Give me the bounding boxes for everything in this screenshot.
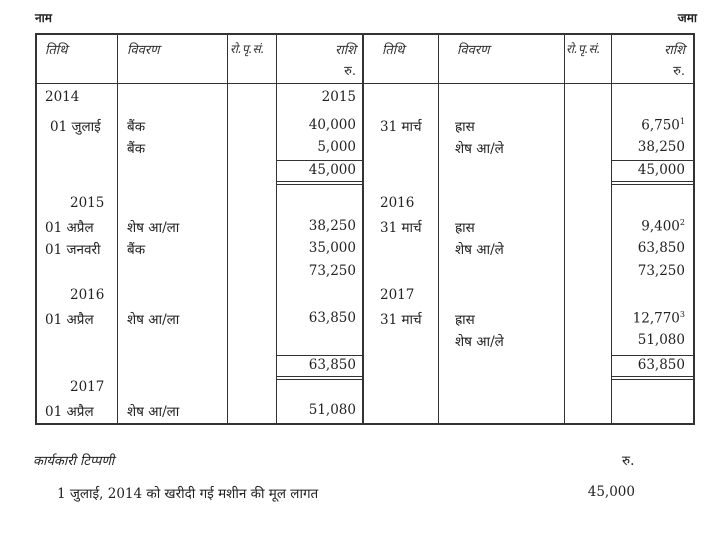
entry-particulars: शेष आ/ले [455, 242, 504, 258]
total-line [276, 355, 362, 356]
total-double-line [276, 376, 362, 377]
entry-amount: 12,770$^3$ [632, 310, 685, 327]
total-double-line [611, 181, 695, 182]
grid-line [117, 33, 118, 425]
entry-date: 31 मार्च [380, 119, 422, 135]
total-double-line [611, 376, 695, 377]
col-header-amount-left: राशि [335, 43, 356, 58]
working-note-amount: 45,000 [587, 484, 635, 500]
entry-particulars: शेष आ/ला [127, 220, 180, 236]
entry-date: 01 अप्रैल [45, 404, 94, 420]
working-note-title: कार्यकारी टिप्पणी [33, 454, 115, 469]
entry-amount: 63,850 [308, 310, 356, 326]
entry-particulars: बैंक [127, 242, 146, 258]
entry-amount: 51,080 [308, 402, 356, 418]
entry-amount: 38,250 [637, 139, 685, 155]
entry-particulars: ह्रास [455, 312, 475, 328]
working-note-currency: रु. [622, 453, 635, 469]
entry-amount: 63,850 [637, 240, 685, 256]
year-label: 2016 [380, 195, 415, 211]
entry-particulars: ह्रास [455, 119, 475, 135]
col-header-jf-right: रो.पृ.सं. [566, 42, 601, 56]
year-label: 2015 [70, 195, 105, 211]
col-header-date-right: तिथि [382, 43, 405, 58]
grid-line [611, 33, 612, 425]
grid-line [564, 33, 565, 425]
center-divider [362, 33, 364, 425]
entry-particulars: शेष आ/ला [127, 312, 180, 328]
entry-date: 01 अप्रैल [45, 220, 94, 236]
grid-line [276, 33, 277, 425]
total-amount: 45,000 [308, 162, 356, 178]
grid-line [227, 33, 228, 425]
currency-left: रु. [344, 64, 356, 79]
entry-amount: 51,080 [637, 332, 685, 348]
grid-line [438, 33, 439, 425]
footnote-ref: 1 [679, 117, 685, 126]
footnote-ref: 3 [679, 310, 685, 319]
entry-particulars: शेष आ/ले [455, 334, 504, 350]
total-double-line [276, 184, 362, 185]
col-header-date-left: तिथि [45, 43, 68, 58]
total-line [611, 160, 695, 161]
credit-side-label: जमा [677, 11, 697, 25]
col-header-jf-left: रो.पृ.सं. [230, 42, 265, 56]
total-double-line [611, 379, 695, 380]
year-label: 2017 [380, 287, 415, 303]
entry-particulars: ह्रास [455, 220, 475, 236]
entry-date: 31 मार्च [380, 312, 422, 328]
total-line [276, 160, 362, 161]
total-amount: 63,850 [637, 357, 685, 373]
total-double-line [276, 379, 362, 380]
entry-particulars: शेष आ/ले [455, 141, 504, 157]
year-label: 2014 [45, 89, 80, 105]
total-amount: 73,250 [308, 263, 356, 279]
entry-amount: 5,000 [317, 139, 356, 155]
header-divider [35, 83, 695, 84]
currency-right: रु. [673, 64, 685, 79]
entry-date: 01 अप्रैल [45, 312, 94, 328]
entry-amount: 38,250 [308, 218, 356, 234]
total-amount: 63,850 [308, 357, 356, 373]
entry-amount: 40,000 [308, 117, 356, 133]
col-header-amount-right: राशि [664, 43, 685, 58]
entry-amount: 35,000 [308, 240, 356, 256]
entry-date: 01 जुलाई [50, 119, 101, 135]
entry-date: 01 जनवरी [45, 242, 101, 258]
year-label: 2017 [70, 379, 105, 395]
year-label: 2015 [321, 89, 356, 105]
entry-amount: 6,750$^1$ [641, 117, 685, 134]
entry-particulars: बैंक [127, 141, 146, 157]
entry-amount: 9,400$^2$ [641, 218, 685, 235]
total-amount: 73,250 [637, 263, 685, 279]
entry-particulars: बैंक [127, 119, 146, 135]
entry-particulars: शेष आ/ला [127, 404, 180, 420]
col-header-particulars-left: विवरण [127, 43, 160, 58]
debit-side-label: नाम [35, 11, 52, 25]
footnote-ref: 2 [679, 218, 685, 227]
total-double-line [276, 181, 362, 182]
entry-date: 31 मार्च [380, 220, 422, 236]
col-header-particulars-right: विवरण [457, 43, 490, 58]
total-amount: 45,000 [637, 162, 685, 178]
total-double-line [611, 184, 695, 185]
working-note-line: 1 जुलाई, 2014 को खरीदी गई मशीन की मूल लागत [57, 486, 319, 502]
year-label: 2016 [70, 287, 105, 303]
total-line [611, 355, 695, 356]
